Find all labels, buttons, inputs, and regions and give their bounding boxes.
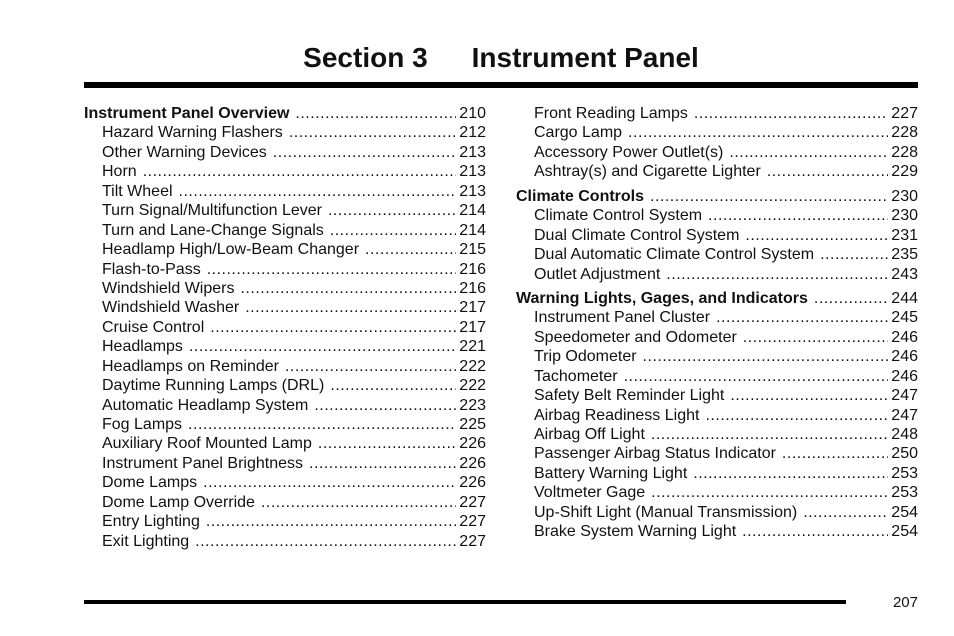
dot-leader (628, 123, 888, 142)
toc-entry[interactable] (516, 425, 918, 444)
toc-heading[interactable] (516, 187, 918, 206)
toc-entry-page: 235 (891, 246, 918, 264)
toc-entry-page: 216 (459, 279, 486, 297)
toc-entry[interactable] (84, 473, 486, 492)
dot-leader (188, 415, 456, 434)
toc-entry-label: Windshield Washer (102, 299, 240, 317)
toc-entry-label: Auxiliary Roof Mounted Lamp (102, 435, 312, 453)
toc-entry[interactable] (84, 162, 486, 181)
toc-entry-label: Turn and Lane-Change Signals (102, 221, 324, 239)
toc-entry[interactable] (516, 347, 918, 366)
dot-leader (318, 434, 456, 453)
toc-entry-label: Tilt Wheel (102, 182, 173, 200)
toc-entry-label: Hazard Warning Flashers (102, 124, 283, 142)
toc-entry-page: 226 (459, 454, 486, 472)
dot-leader (729, 143, 888, 162)
dot-leader (624, 367, 889, 386)
toc-entry[interactable] (516, 226, 918, 245)
toc-entry[interactable] (516, 367, 918, 386)
toc-entry-page: 227 (891, 105, 918, 122)
toc-entry-label: Voltmeter Gage (534, 484, 646, 502)
toc-entry-page: 230 (891, 207, 918, 225)
toc-entry-page: 225 (459, 416, 486, 433)
toc-entry[interactable] (84, 240, 486, 259)
page-number: 207 (892, 594, 918, 611)
toc-entry-label: Front Reading Lamps (534, 105, 688, 122)
toc-entry[interactable] (84, 260, 486, 279)
toc-entry[interactable] (84, 279, 486, 298)
toc-entry-page: 243 (891, 265, 918, 283)
toc-entry-label: Accessory Power Outlet(s) (534, 143, 724, 161)
toc-entry[interactable] (516, 123, 918, 142)
toc-entry-label: Flash-to-Pass (102, 260, 201, 278)
toc-entry[interactable] (84, 415, 486, 434)
toc-entry-label: Other Warning Devices (102, 143, 267, 161)
toc-entry-page: 226 (459, 435, 486, 453)
toc-entry-label: Outlet Adjustment (534, 265, 661, 283)
toc-entry-page: 227 (459, 532, 486, 550)
dot-leader (365, 240, 456, 259)
toc-entry[interactable] (84, 298, 486, 317)
toc-entry-label: Daytime Running Lamps (DRL) (102, 377, 325, 395)
toc-entry-page: 227 (459, 493, 486, 511)
toc-heading[interactable] (516, 289, 918, 308)
toc-entry-page: 215 (459, 241, 486, 259)
dot-leader (309, 454, 456, 473)
toc-entry[interactable] (84, 357, 486, 376)
dot-leader (143, 162, 457, 181)
toc-entry[interactable] (516, 143, 918, 162)
dot-leader (694, 104, 888, 123)
dot-leader (195, 532, 456, 551)
toc-entry[interactable] (516, 386, 918, 405)
dot-leader (742, 522, 888, 541)
dot-leader (207, 260, 457, 279)
dot-leader (745, 226, 888, 245)
toc-entry-page: 228 (891, 143, 918, 161)
toc-entry[interactable] (84, 337, 486, 356)
toc-entry-label: Windshield Wipers (102, 279, 235, 297)
toc-entry-label: Brake System Warning Light (534, 523, 737, 541)
toc-entry-page: 229 (891, 163, 918, 181)
toc-entry-label: Airbag Off Light (534, 426, 645, 443)
toc-entry[interactable] (516, 308, 918, 327)
toc-entry-page: 253 (891, 484, 918, 502)
toc-entry[interactable] (84, 201, 486, 220)
toc-entry-label: Dome Lamp Override (102, 493, 255, 511)
dot-leader (643, 347, 889, 366)
toc-entry[interactable] (84, 221, 486, 240)
toc-entry-label: Ashtray(s) and Cigarette Lighter (534, 163, 761, 181)
toc-entry[interactable] (516, 483, 918, 502)
dot-leader (330, 376, 456, 395)
toc-entry[interactable] (516, 328, 918, 347)
toc-entry[interactable] (84, 396, 486, 415)
dot-leader (203, 473, 456, 492)
toc-entry-page: 250 (891, 445, 918, 463)
dot-leader (285, 357, 456, 376)
toc-entry[interactable] (516, 162, 918, 181)
toc-entry[interactable] (516, 245, 918, 264)
toc-entry-label: Fog Lamps (102, 416, 183, 433)
toc-entry[interactable] (516, 406, 918, 425)
dot-leader (820, 245, 888, 264)
toc-entry-label: Climate Controls (516, 187, 645, 205)
toc-entry-page: 227 (459, 513, 486, 531)
dot-leader (651, 425, 888, 444)
dot-leader (730, 386, 888, 405)
toc-entry-label: Cargo Lamp (534, 124, 623, 142)
toc-entry[interactable] (516, 206, 918, 225)
dot-leader (273, 143, 457, 162)
dot-leader (328, 201, 456, 220)
toc-right-column (516, 104, 918, 542)
toc-entry[interactable] (84, 454, 486, 473)
dot-leader (716, 308, 888, 327)
toc-entry-label: Exit Lighting (102, 532, 190, 550)
dot-leader (289, 123, 456, 142)
toc-entry-page: 254 (891, 503, 918, 521)
dot-leader (651, 483, 888, 502)
dot-leader (782, 444, 888, 463)
toc-entry-page: 213 (459, 163, 486, 181)
toc-entry-page: 214 (459, 202, 486, 220)
toc-entry-page: 214 (459, 221, 486, 239)
dot-leader (330, 221, 457, 240)
toc-entry-page: 230 (891, 187, 918, 205)
dot-leader (210, 318, 456, 337)
toc-entry-label: Climate Control System (534, 207, 703, 225)
toc-entry-label: Instrument Panel Overview (84, 105, 290, 122)
toc-entry-page: 221 (459, 338, 486, 356)
toc-entry-page: 247 (891, 387, 918, 405)
toc-entry[interactable] (84, 434, 486, 453)
toc-entry-page: 253 (891, 464, 918, 482)
toc-entry-page: 212 (459, 124, 486, 142)
toc-left-column (84, 104, 486, 551)
toc-entry-label: Cruise Control (102, 318, 205, 336)
toc-entry[interactable] (84, 512, 486, 531)
toc-entry[interactable] (516, 464, 918, 483)
toc-entry-page: 226 (459, 474, 486, 492)
dot-leader (650, 187, 888, 206)
toc-entry[interactable] (84, 182, 486, 201)
toc-entry-label: Airbag Readiness Light (534, 406, 700, 424)
dot-leader (705, 406, 888, 425)
toc-entry-page: 246 (891, 367, 918, 385)
dot-leader (189, 337, 456, 356)
toc-entry[interactable] (84, 318, 486, 337)
toc-entry-label: Turn Signal/Multifunction Lever (102, 202, 322, 220)
toc-entry-page: 246 (891, 348, 918, 366)
toc-entry-label: Passenger Airbag Status Indicator (534, 445, 776, 463)
toc-entry-label: Speedometer and Odometer (534, 328, 737, 346)
toc-entry[interactable] (84, 532, 486, 551)
toc-entry-page: 217 (459, 318, 486, 336)
toc-entry-page: 247 (891, 406, 918, 424)
toc-entry-label: Instrument Panel Brightness (102, 454, 303, 472)
dot-leader (261, 493, 456, 512)
dot-leader (708, 206, 888, 225)
toc-entry-label: Dome Lamps (102, 474, 198, 492)
toc-entry-page: 244 (891, 289, 918, 307)
section-title: Instrument Panel (471, 42, 699, 73)
dot-leader (693, 464, 888, 483)
toc-entry-label: Headlamps on Reminder (102, 357, 279, 375)
toc-entry-page: 210 (459, 105, 486, 122)
dot-leader (240, 279, 456, 298)
toc-entry-page: 246 (891, 328, 918, 346)
dot-leader (767, 162, 889, 181)
toc-entry-label: Up-Shift Light (Manual Transmission) (534, 503, 798, 521)
dot-leader (245, 298, 456, 317)
toc-entry[interactable] (516, 265, 918, 284)
toc-entry-page: 222 (459, 357, 486, 375)
top-rule (84, 82, 918, 88)
toc-entry-label: Horn (102, 163, 137, 181)
toc-entry-page: 213 (459, 182, 486, 200)
toc-entry-label: Safety Belt Reminder Light (534, 387, 725, 405)
toc-entry-page: 217 (459, 299, 486, 317)
toc-entry-page: 245 (891, 309, 918, 327)
toc-entry-label: Tachometer (534, 367, 618, 385)
toc-entry-page: 228 (891, 124, 918, 142)
toc-entry-page: 231 (891, 226, 918, 244)
toc-entry[interactable] (84, 143, 486, 162)
section-label: Section 3 (303, 42, 428, 73)
dot-leader (179, 182, 457, 201)
toc-entry-label: Battery Warning Light (534, 464, 688, 482)
dot-leader (295, 104, 456, 123)
toc-entry-page: 222 (459, 377, 486, 395)
toc-entry-label: Dual Climate Control System (534, 226, 740, 244)
toc-entry[interactable] (516, 104, 918, 123)
toc-entry-page: 213 (459, 143, 486, 161)
toc-entry[interactable] (84, 493, 486, 512)
toc-entry-page: 254 (891, 523, 918, 541)
dot-leader (814, 289, 888, 308)
toc-entry-label: Entry Lighting (102, 513, 200, 531)
dot-leader (666, 265, 888, 284)
dot-leader (743, 328, 889, 347)
toc-entry-label: Headlamp High/Low-Beam Changer (102, 241, 360, 259)
toc-entry[interactable] (516, 503, 918, 522)
toc-entry-label: Dual Automatic Climate Control System (534, 246, 815, 264)
toc-entry-label: Headlamps (102, 338, 183, 356)
toc-entry-page: 223 (459, 396, 486, 414)
toc-entry-label: Instrument Panel Cluster (534, 309, 711, 327)
toc-entry[interactable] (84, 123, 486, 142)
toc-heading[interactable] (84, 104, 486, 123)
dot-leader (206, 512, 456, 531)
toc-entry-page: 216 (459, 260, 486, 278)
toc-entry[interactable] (516, 522, 918, 541)
toc-entry[interactable] (516, 444, 918, 463)
dot-leader (803, 503, 888, 522)
toc-entry-label: Trip Odometer (534, 348, 637, 366)
toc-entry-label: Warning Lights, Gages, and Indicators (516, 289, 808, 307)
toc-entry-page: 248 (891, 426, 918, 443)
dot-leader (314, 396, 456, 415)
bottom-rule (84, 600, 846, 604)
toc-entry[interactable] (84, 376, 486, 395)
page-title (84, 40, 918, 76)
toc-entry-label: Automatic Headlamp System (102, 396, 309, 414)
